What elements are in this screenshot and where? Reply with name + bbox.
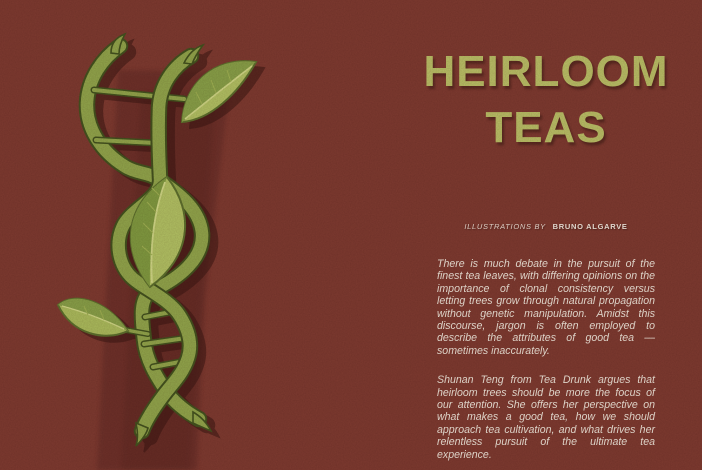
- byline-prefix: ILLUSTRATIONS BY: [464, 222, 546, 231]
- byline-name: BRUNO ALGARVE: [552, 222, 628, 231]
- editorial-pane: [392, 0, 700, 470]
- paragraph-2: Shunan Teng from Tea Drunk argues that heirloom trees should be more the focus of our attention. She offers her perspective on what makes a good tea, how we should approach tea cultivation, and what drives her relentless pursuit of the ultimate tea experience.: [437, 374, 655, 461]
- page-title: [392, 44, 700, 156]
- body-copy: [437, 258, 655, 461]
- title-line-1: HEIRLOOM: [423, 47, 669, 96]
- title-line-2: TEAS: [485, 103, 607, 152]
- byline: [392, 222, 700, 231]
- paragraph-1: There is much debate in the pursuit of the finest tea leaves, with differing opinions on the importance of clonal consistency versus letting trees grow through natural propagation without genetic manipulation. Amidst this discourse, jargon is often employed to describe the attributes of good tea — sometimes inaccurately.: [437, 258, 655, 357]
